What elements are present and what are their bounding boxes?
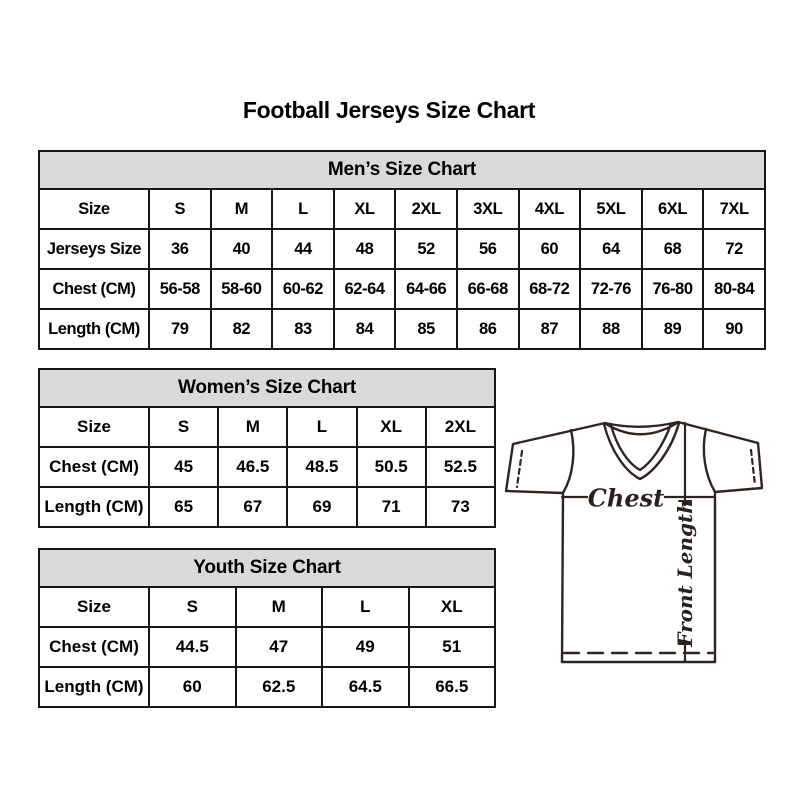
mens-table-title: Men’s Size Chart [39,151,765,189]
cell-value: 51 [409,627,496,667]
cell-value: 76-80 [642,269,704,309]
cell-value: 64 [580,229,642,269]
left-cuff-dashed-line [517,451,522,487]
cell-value: 3XL [457,189,519,229]
jersey-svg [500,412,768,668]
cell-value: 49 [322,627,409,667]
cell-value: 65 [149,487,218,527]
row-label: Length (CM) [39,487,149,527]
cell-value: L [322,587,409,627]
mens-row [39,269,765,309]
cell-value: M [211,189,273,229]
cell-value: 80-84 [703,269,765,309]
cell-value: XL [409,587,496,627]
youth-row [39,587,495,627]
cell-value: 66-68 [457,269,519,309]
cell-value: 56 [457,229,519,269]
chest-label: Chest [587,483,665,513]
row-label: Jerseys Size [39,229,149,269]
cell-value: 60 [149,667,236,707]
cell-value: 86 [457,309,519,349]
womens-table-title: Women’s Size Chart [39,369,495,407]
front-length-label: Front Length [673,499,697,647]
cell-value: M [218,407,287,447]
cell-value: 68-72 [519,269,581,309]
cell-value: 85 [395,309,457,349]
row-label: Chest (CM) [39,627,149,667]
cell-value: XL [357,407,426,447]
cell-value: 89 [642,309,704,349]
cell-value: 50.5 [357,447,426,487]
cell-value: 84 [334,309,396,349]
cell-value: 66.5 [409,667,496,707]
womens-row [39,487,495,527]
cell-value: 64.5 [322,667,409,707]
cell-value: 69 [287,487,356,527]
cell-value: L [287,407,356,447]
cell-value: 83 [272,309,334,349]
cell-value: 64-66 [395,269,457,309]
womens-row [39,447,495,487]
cell-value: 90 [703,309,765,349]
cell-value: 47 [236,627,323,667]
row-label: Length (CM) [39,309,149,349]
cell-value: 88 [580,309,642,349]
cell-value: 62.5 [236,667,323,707]
cell-value: 62-64 [334,269,396,309]
mens-row [39,309,765,349]
cell-value: 40 [211,229,273,269]
youth-row [39,667,495,707]
youth-size-table [38,548,496,708]
cell-value: 67 [218,487,287,527]
cell-value: 68 [642,229,704,269]
cell-value: L [272,189,334,229]
cell-value: 56-58 [149,269,211,309]
cell-value: 46.5 [218,447,287,487]
cell-value: 6XL [642,189,704,229]
cell-value: 52.5 [426,447,495,487]
cell-value: 7XL [703,189,765,229]
cell-value: XL [334,189,396,229]
cell-value: 52 [395,229,457,269]
collar-top-line [605,422,678,427]
cell-value: 82 [211,309,273,349]
youth-table-title: Youth Size Chart [39,549,495,587]
mens-row [39,189,765,229]
left-armhole-seam [563,430,573,493]
womens-size-table [38,368,496,528]
cell-value: 87 [519,309,581,349]
cell-value: 58-60 [211,269,273,309]
cell-value: 5XL [580,189,642,229]
cell-value: 2XL [426,407,495,447]
cell-value: 45 [149,447,218,487]
right-armhole-seam [704,429,715,492]
cell-value: 73 [426,487,495,527]
row-label: Size [39,587,149,627]
row-label: Chest (CM) [39,269,149,309]
cell-value: 48 [334,229,396,269]
cell-value: 60 [519,229,581,269]
page-title: Football Jerseys Size Chart [242,97,536,123]
cell-value: 79 [149,309,211,349]
cell-value: 4XL [519,189,581,229]
cell-value: 2XL [395,189,457,229]
cell-value: 36 [149,229,211,269]
cell-value: M [236,587,323,627]
mens-size-table [38,150,766,350]
row-label: Size [39,189,149,229]
jersey-diagram [500,412,768,668]
cell-value: 72-76 [580,269,642,309]
row-label: Size [39,407,149,447]
youth-row [39,627,495,667]
row-label: Chest (CM) [39,447,149,487]
cell-value: 44.5 [149,627,236,667]
cell-value: 71 [357,487,426,527]
cell-value: S [149,189,211,229]
cell-value: S [149,587,236,627]
cell-value: S [149,407,218,447]
right-cuff-dashed-line [751,450,755,485]
cell-value: 44 [272,229,334,269]
jersey-outline [506,422,762,662]
mens-row [39,229,765,269]
cell-value: 60-62 [272,269,334,309]
cell-value: 72 [703,229,765,269]
cell-value: 48.5 [287,447,356,487]
row-label: Length (CM) [39,667,149,707]
womens-row [39,407,495,447]
